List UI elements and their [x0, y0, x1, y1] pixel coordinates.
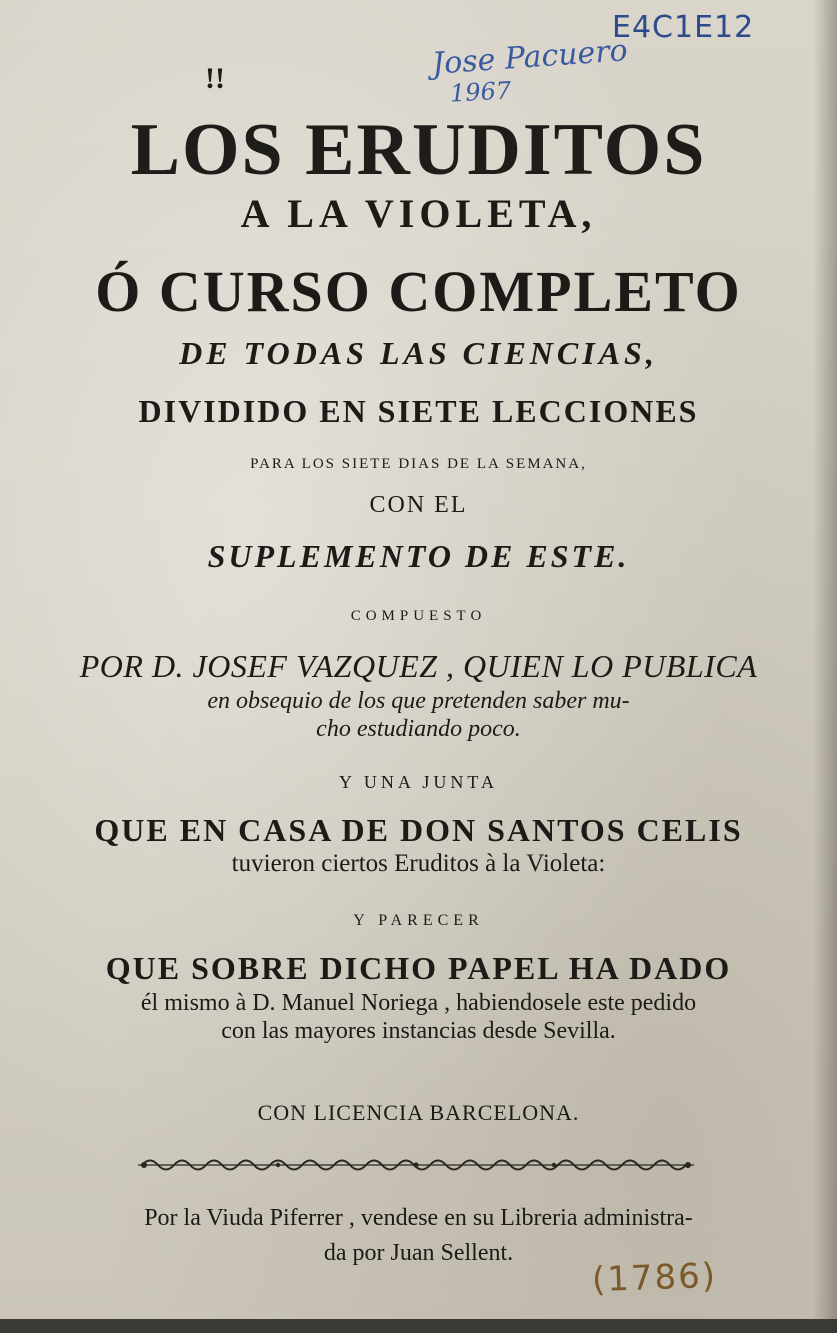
- handwritten-year-annotation: (1786): [591, 1255, 718, 1301]
- junta-detail: tuvieron ciertos Eruditos à la Violeta:: [231, 850, 606, 877]
- parecer-detail-line-1: él mismo à D. Manuel Noriega , habiendosele este pedido: [140, 990, 697, 1016]
- parecer-label: Y PARECER: [353, 912, 484, 929]
- imprint-line-1: Por la Viuda Piferrer , vendese en su Libreria administra-: [144, 1205, 693, 1231]
- parecer-line: QUE SOBRE DICHO PAPEL HA DADO: [105, 950, 732, 986]
- subtitle-curso-completo: Ó CURSO COMPLETO: [95, 259, 742, 324]
- imprint-line-2: da por Juan Sellent.: [323, 1240, 514, 1266]
- parecer-detail-line-2: con las mayores instancias desde Sevilla.: [221, 1018, 616, 1044]
- author-line: POR D. JOSEF VAZQUEZ , QUIEN LO PUBLICA: [79, 648, 758, 684]
- subtitle-lecciones: DIVIDIDO EN SIETE LECCIONES: [138, 393, 699, 429]
- subtitle-dias-semana: PARA LOS SIETE DIAS DE LA SEMANA,: [250, 456, 587, 472]
- ornament-rule: [138, 1154, 694, 1176]
- subtitle-suplemento: SUPLEMENTO DE ESTE.: [207, 538, 630, 574]
- page-bottom-edge: [0, 1319, 837, 1333]
- compuesto-label: COMPUESTO: [350, 608, 487, 624]
- owner-signature: Jose Pacuero: [431, 33, 629, 82]
- library-code-annotation: E4C1E12: [612, 10, 755, 45]
- signature-year: 1967: [449, 76, 512, 108]
- author-dedication-line-2: cho estudiando poco.: [316, 716, 521, 742]
- subtitle-ciencias: DE TODAS LAS CIENCIAS,: [179, 335, 658, 371]
- main-title: LOS ERUDITOS: [130, 109, 707, 191]
- license-line: CON LICENCIA BARCELONA.: [257, 1100, 580, 1125]
- junta-label: Y UNA JUNTA: [339, 772, 498, 792]
- junta-line: QUE EN CASA DE DON SANTOS CELIS: [94, 812, 743, 848]
- author-dedication-line-1: en obsequio de los que pretenden saber mu-: [207, 688, 630, 714]
- printer-mark: !!: [205, 62, 225, 95]
- subtitle-con-el: CON EL: [369, 492, 468, 518]
- subtitle-violeta: A LA VIOLETA,: [240, 191, 597, 236]
